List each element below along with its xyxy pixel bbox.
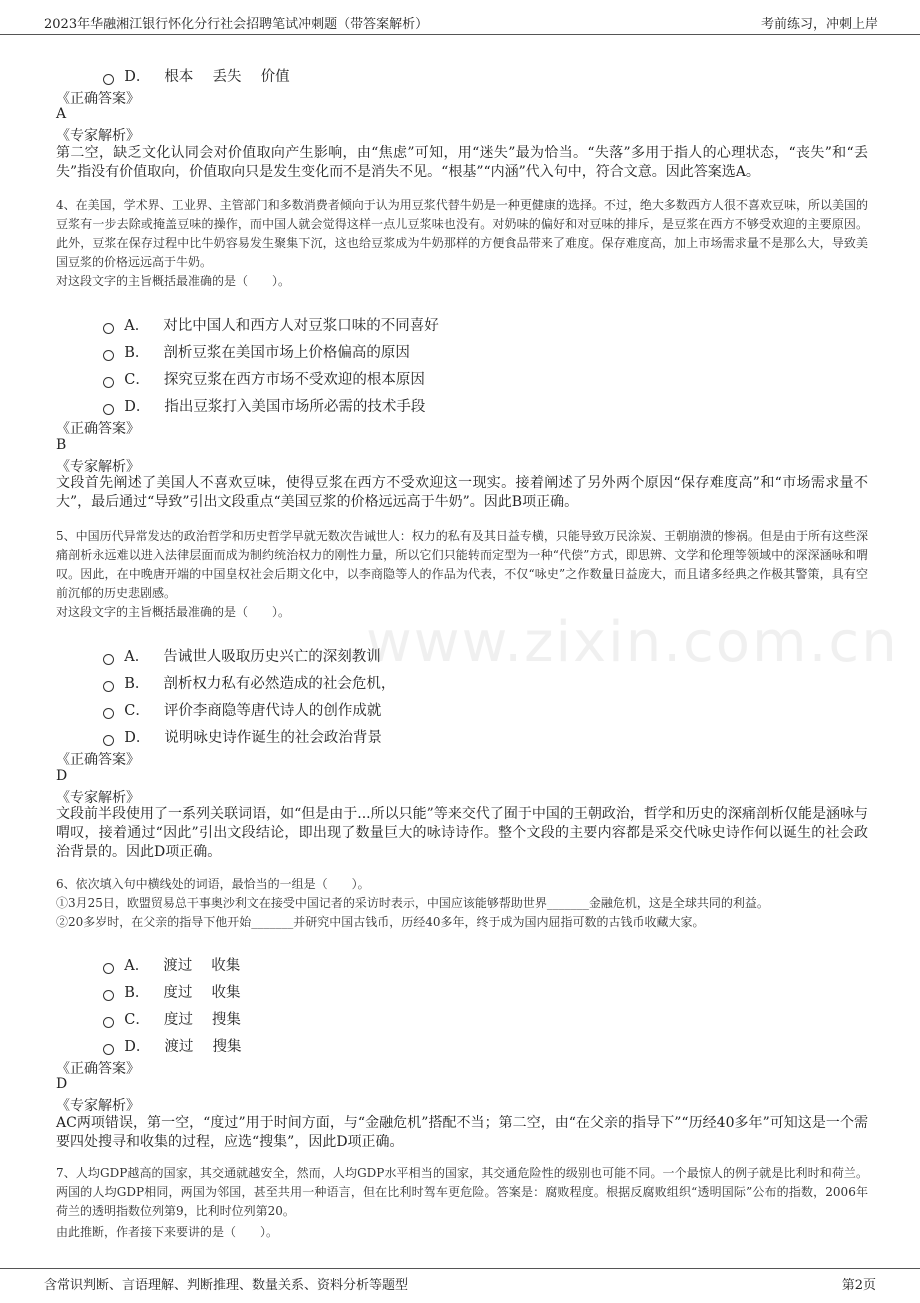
q6-option-a[interactable]: A． 渡过 收集 (94, 933, 240, 955)
q6-analysis-label: 《专家解析》 (56, 1098, 140, 1114)
q6-option-b[interactable]: B． 度过 收集 (94, 960, 240, 982)
q5-stem: 5、中国历代异常发达的政治哲学和历史哲学早就无数次告诫世人：权力的私有及其日益专横，只能导致万民涂炭、王朝崩溃的惨祸。但是由于所有这些深痛剖析永远难以进入法律层面而成为制约统治权力的刚性力量，所以它们只能转而定型为一种“代偿”方式，即思辨、文学和伦理等领域中的深深涵咏和喟叹。因此，在中晚唐开端的中国皇权社会后期文化中，以李商隐等人的作品为代表，不仅“咏史”之作数量日益庞大，而且诸多经典之作极其警策，具有空前沉郁的历史悲剧感。 (56, 529, 868, 600)
watermark: www.zixin.com.cn (366, 610, 899, 675)
q5-option-a[interactable]: A． 告诫世人吸取历史兴亡的深刻教训 (94, 624, 381, 646)
q5-question: 对这段文字的主旨概括最准确的是（ ）。 (56, 605, 291, 619)
q6-sentence-1: ①3月25日，欧盟贸易总干事奥沙利文在接受中国记者的采访时表示，中国应该能够帮助世界_______金融危机，这是全球共同的利益。 (56, 896, 769, 910)
q5-answer: D (56, 768, 68, 784)
q5-analysis-label: 《专家解析》 (56, 790, 140, 806)
q5-option-c[interactable]: C． 评价李商隐等唐代诗人的创作成就 (94, 678, 381, 700)
page-footer (0, 1268, 920, 1303)
q4-answer-label: 《正确答案》 (56, 421, 140, 437)
q4-question: 对这段文字的主旨概括最准确的是（ ）。 (56, 274, 291, 288)
q4-analysis: 文段首先阐述了美国人不喜欢豆味，使得豆浆在西方不受欢迎这一现实。接着阐述了另外两个原因“保存难度高”和“市场需求量不大”，最后通过“导致”引出文段重点“美国豆浆的价格远远高于牛奶”。因此B项正确。 (56, 475, 868, 510)
radio-icon[interactable] (103, 735, 114, 746)
q3-analysis: 第二空，缺乏文化认同会对价值取向产生影响，由“焦虑”可知，用“迷失”最为恰当。“失落”多用于指人的心理状态，“丧失”和“丢失”指没有价值取向，价值取向只是发生变化而不是消失不见。“根基”“内涵”代入句中，符合文意。因此答案选A。 (56, 145, 868, 180)
q5-option-b[interactable]: B． 剖析权力私有必然造成的社会危机， (94, 651, 395, 673)
document-title: 2023年华融湘江银行怀化分行社会招聘笔试冲刺题（带答案解析） (44, 17, 429, 32)
q6-option-d[interactable]: D． 渡过 搜集 (94, 1014, 241, 1036)
radio-icon[interactable] (103, 74, 114, 85)
q3-answer-label: 《正确答案》 (56, 91, 140, 107)
q4-option-d[interactable]: D． 指出豆浆打入美国市场所必需的技术手段 (94, 374, 425, 396)
q4-option-c[interactable]: C． 探究豆浆在西方市场不受欢迎的根本原因 (94, 347, 425, 369)
q6-answer: D (56, 1076, 68, 1092)
q4-option-b[interactable]: B． 剖析豆浆在美国市场上价格偏高的原因 (94, 320, 410, 342)
q4-stem: 4、在美国，学术界、工业界、主管部门和多数消费者倾向于认为用豆浆代替牛奶是一种更健康的选择。不过，绝大多数西方人很不喜欢豆味，所以美国的豆浆有一步去除或掩盖豆味的操作，而中国人就会觉得这样一点儿豆浆味也没有。对奶味的偏好和对豆味的排斥，是豆浆在西方不够受欢迎的主要原因。此外，豆浆在保存过程中比牛奶容易发生聚集下沉，这也给豆浆成为牛奶那样的方便食品带来了难度。保存难度高，加上市场需求量不是那么大，导致美国豆浆的价格远远高于牛奶。 (56, 198, 868, 269)
q6-option-c[interactable]: C． 度过 搜集 (94, 987, 241, 1009)
q3-analysis-label: 《专家解析》 (56, 128, 140, 144)
q4-analysis-label: 《专家解析》 (56, 459, 140, 475)
q7-stem: 7、人均GDP越高的国家，其交通就越安全，然而，人均GDP水平相当的国家，其交通危险性的级别也可能不同。一个最惊人的例子就是比利时和荷兰。两国的人均GDP相同，两国为邻国，甚至共用一种语言，但在比利时驾车更危险。答案是：腐败程度。根据反腐败组织“透明国际”公布的指数，2006年荷兰的透明指数位列第9，比利时位列第20。 (56, 1166, 868, 1218)
footer-categories: 含常识判断、言语理解、判断推理、数量关系、资料分析等题型 (44, 1278, 409, 1293)
page-number: 第2页 (841, 1278, 876, 1293)
q5-answer-label: 《正确答案》 (56, 752, 140, 768)
header-slogan: 考前练习，冲刺上岸 (760, 17, 878, 32)
q6-answer-label: 《正确答案》 (56, 1061, 140, 1077)
q3-option-d-text: 根本 丢失 价值 (164, 69, 290, 85)
q6-sentence-2: ②20多岁时，在父亲的指导下他开始_______并研究中国古钱币，历经40多年，终于成为国内屈指可数的古钱币收藏大家。 (56, 915, 705, 929)
q7-question: 由此推断，作者接下来要讲的是（ ）。 (56, 1225, 279, 1239)
q6-analysis: AC两项错误，第一空，“度过”用于时间方面，与“金融危机”搭配不当；第二空，由“在父亲的指导下”“历经40多年”可知这是一个需要四处搜寻和收集的过程，应选“搜集”，因此D项正确。 (56, 1115, 868, 1150)
q5-option-d[interactable]: D． 说明咏史诗作诞生的社会政治背景 (94, 705, 382, 727)
q4-option-a[interactable]: A． 对比中国人和西方人对豆浆口味的不同喜好 (94, 293, 439, 315)
q3-answer: A (56, 106, 67, 122)
q5-analysis: 文段前半段使用了一系列关联词语，如“但是由于...所以只能”等来交代了囿于中国的王朝政治，哲学和历史的深痛剖析仅能是涵咏与喟叹，接着通过“因此”引出文段结论，即出现了数量巨大的咏诗诗作。整个文段的主要内容都是采交代咏史诗作何以诞生的社会政治背景的。因此D项正确。 (56, 806, 868, 860)
q4-answer: B (56, 437, 67, 453)
q3-option-d[interactable]: D． 根本 丢失 价值 (94, 44, 290, 66)
radio-icon[interactable] (103, 1044, 114, 1055)
page-header (0, 0, 920, 35)
radio-icon[interactable] (103, 404, 114, 415)
q6-stem: 6、依次填入句中横线处的词语，最恰当的一组是（ ）。 (56, 877, 370, 891)
